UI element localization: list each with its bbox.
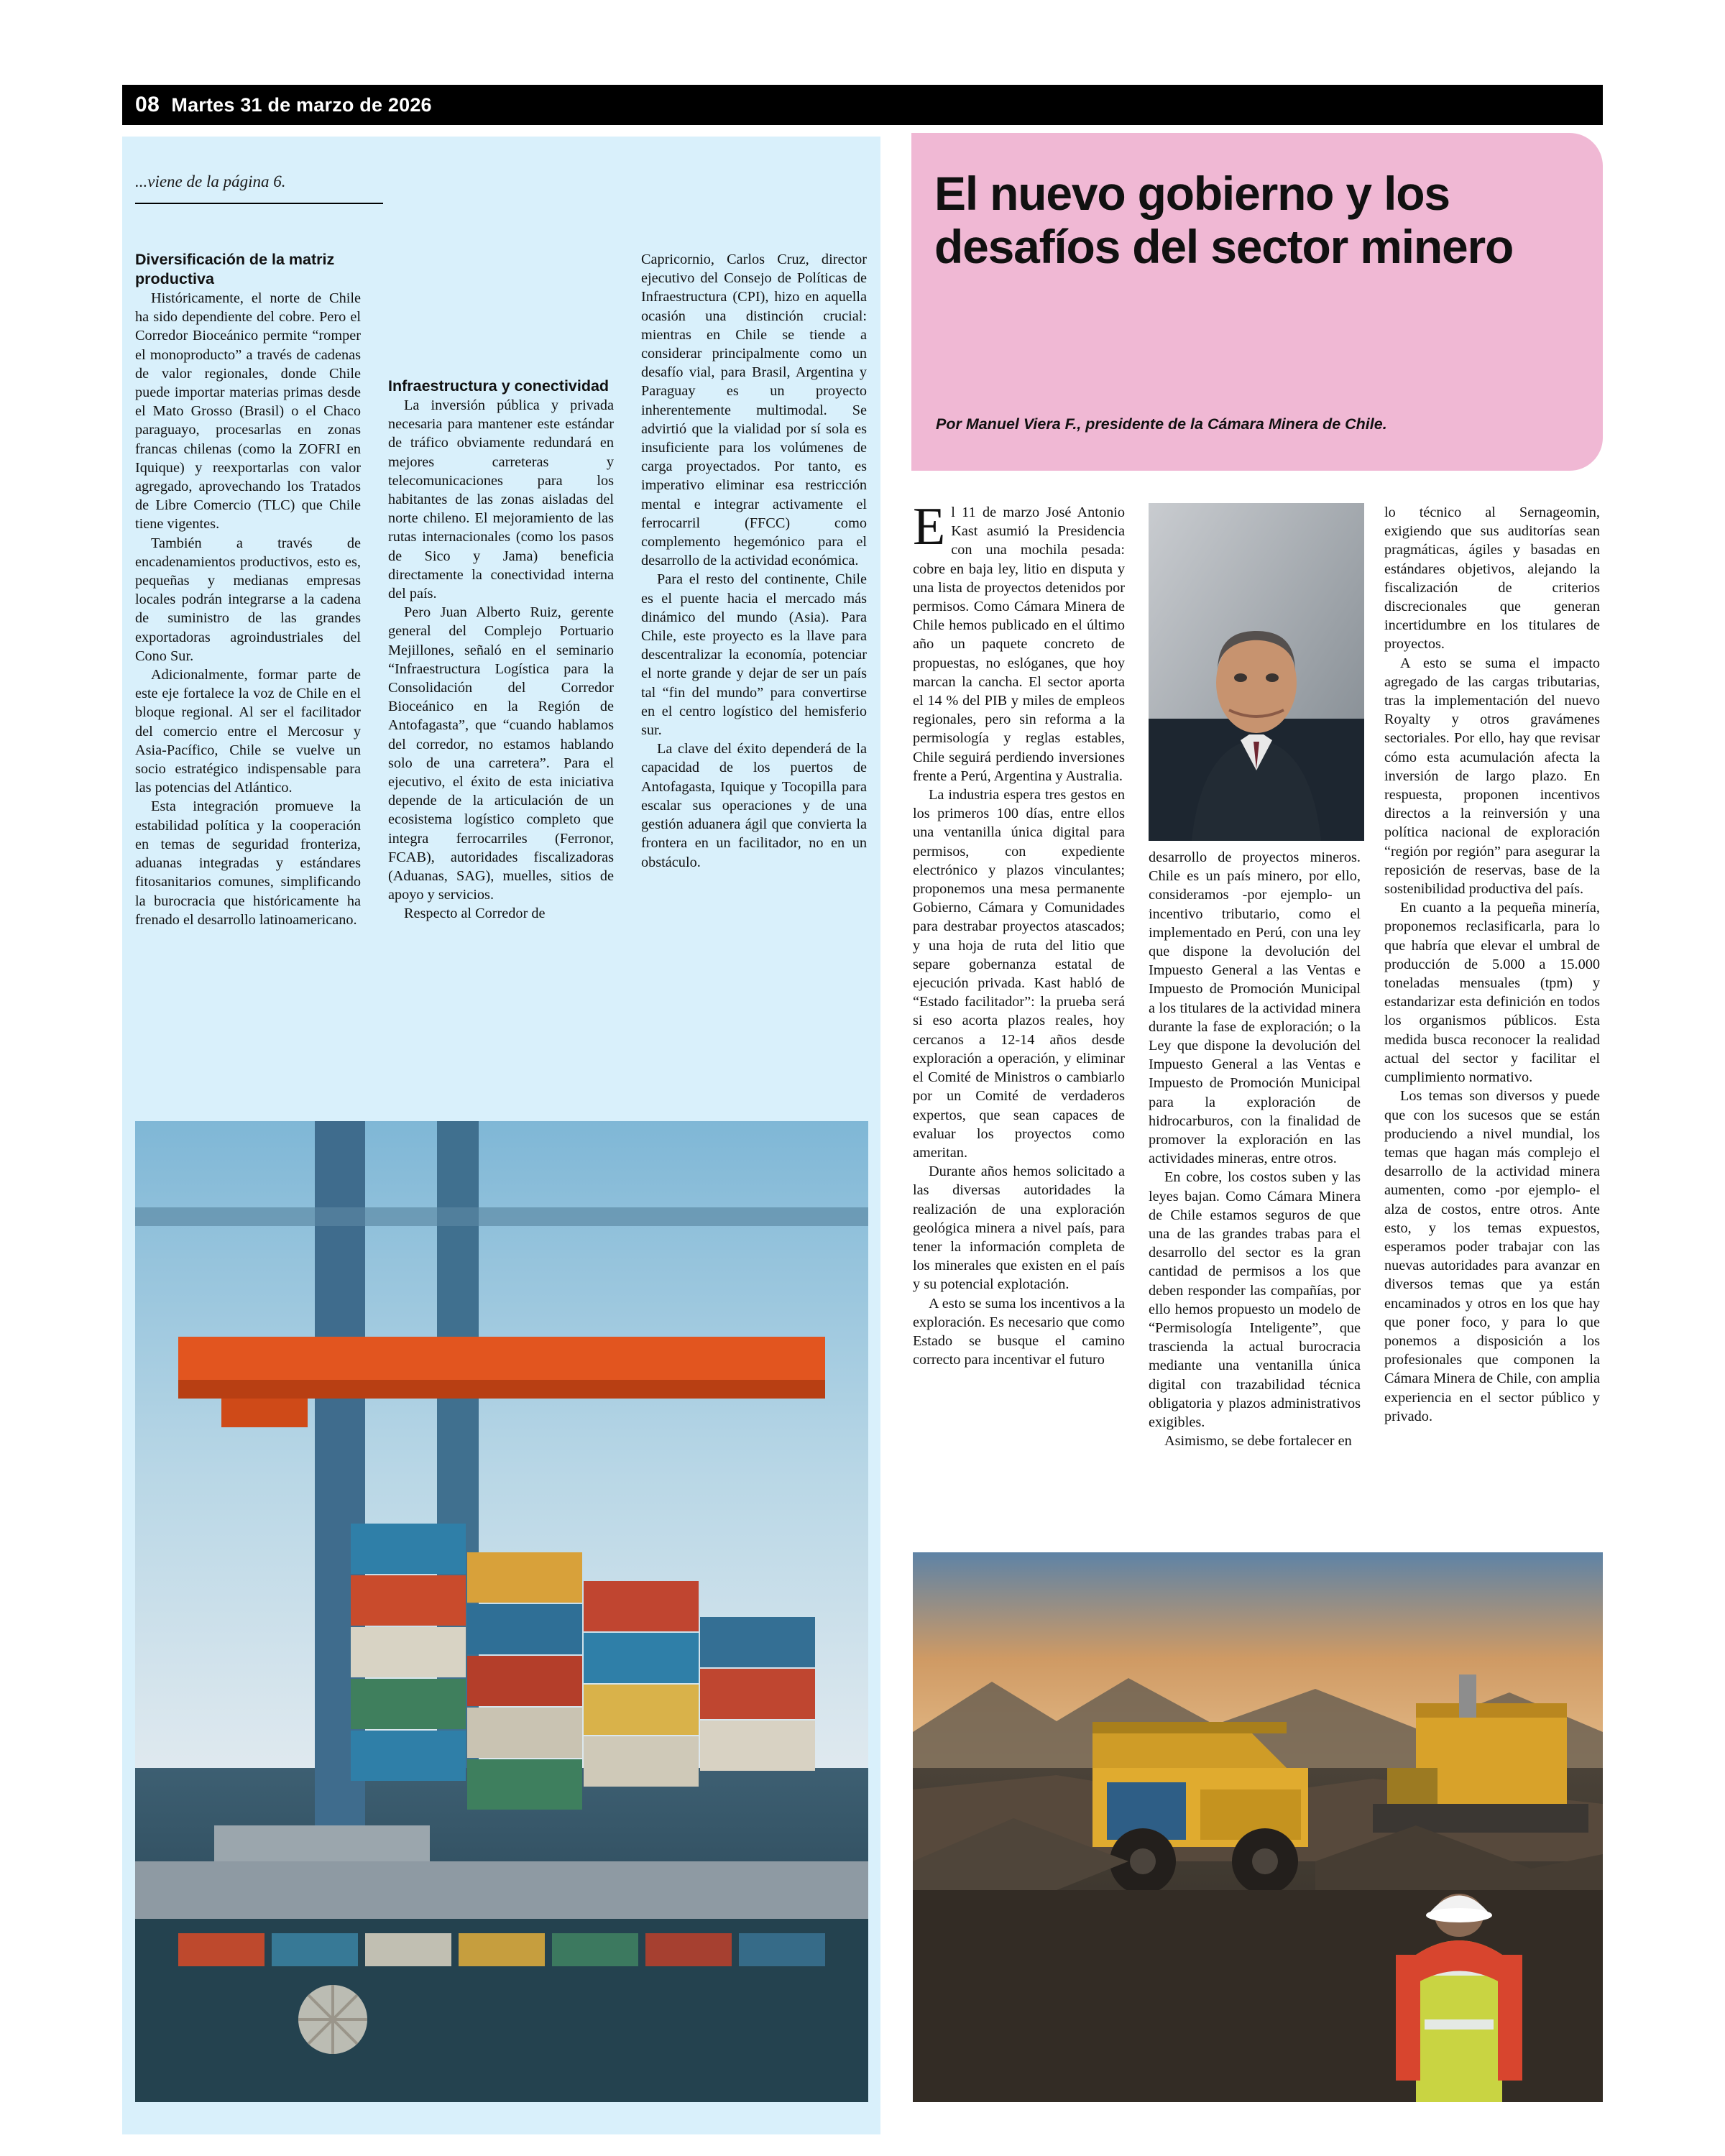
- page-date: Martes 31 de marzo de 2026: [171, 93, 432, 116]
- paragraph: Pero Juan Alberto Ruiz, gerente general del Complejo Portuario Mejillones, señaló en el seminario “Infraestructura Logística para la Consolidación del Corredor Bioceánico en la Región de Antofagasta”, que “cuando hablamos del corredor, no estamos hablando solo de una carretera”. Para el ejecutivo, el éxito de esta iniciativa depende de la articulación de un ecosistema logístico completo que integra ferrocarriles (Ferronor, FCAB), autoridades fiscalizadoras (Aduanas, SAG), muelles, sitios de apoyo y servicios.: [388, 604, 614, 903]
- paragraph: Históricamente, el norte de Chile ha sido dependiente del cobre. Pero el Corredor Bioceánico permite “romper el monoproducto” a través de cadenas de valor regionales, donde Chile puede importar materias primas desde el Mato Grosso (Brasil) o el Chaco paraguayo, procesarlas en zonas francas chilenas (como la ZOFRI en Iquique) y reexportarlas con valor agregado, aprovechando los Tratados de Libre Comercio (TLC) que Chile tiene vigentes.: [135, 290, 361, 533]
- paragraph: Durante años hemos solicitado a las diversas autoridades la realización de una exploración geológica minera a nivel país, para tener la información completa de los minerales que existen en el país y su potencial explotación.: [913, 1164, 1125, 1293]
- paragraph: desarrollo de proyectos mineros. Chile es un país minero, por ello, consideramos -por ejemplo- un incentivo tributario, como el implementado en Perú, con una ley que dispone la devolución del Impuesto General a las Ventas e Impuesto de Promoción Municipal a los titulares de la actividad minera durante la fase de exploración; o la Ley que dispone la devolución del Impuesto General a las Ventas e Impuesto de Promoción Municipal para la exploración de hidrocarburos, con la finalidad de promover la exploración en las actividades mineras, entre otros.: [1149, 849, 1361, 1167]
- page-number: 08: [135, 93, 160, 116]
- paragraph: A esto se suma los incentivos a la exploración. Es necesario que como Estado se busque el camino correcto para incentivar el futuro: [913, 1295, 1125, 1368]
- mining-photo: [913, 1552, 1603, 2102]
- article-headline: El nuevo gobierno y los desafíos del sector minero: [934, 167, 1514, 273]
- port-photo-graphic: [135, 1121, 868, 2102]
- right-column-3: [1384, 503, 1600, 1426]
- continued-from-rule: [135, 203, 383, 204]
- paragraph: La industria espera tres gestos en los primeros 100 días, entre ellos una ventanilla única digital para permisos, con expediente electrónico y plazos vinculantes; proponemos una mesa permanente Gobierno, Cámara y Comunidades para destrabar proyectos atascados; y una hoja de ruta del litio que separe gobernanza estatal de ejecución privada. Kast habló de “Estado facilitador”: la prueba será si eso acorta plazos reales, hoy cercanos a 12-14 años desde exploración a operación, y eliminar el Comité de Ministros o cambiarlo por un Comité de verdaderos expertos, que sean capaces de evaluar los proyectos como ameritan.: [913, 787, 1125, 1161]
- continued-from-label: ...viene de la página 6.: [135, 172, 286, 190]
- left-column-3: [641, 250, 867, 1026]
- article-byline: Por Manuel Viera F., presidente de la Cámara Minera de Chile.: [936, 415, 1387, 433]
- left-column-1: [135, 250, 361, 1026]
- paragraph-with-dropcap: [913, 497, 1125, 786]
- paragraph: La inversión pública y privada necesaria para mantener este estándar de tráfico obviamente redundará en mejores carreteras y telecomunicaciones para los habitantes de las zonas aisladas del norte chileno. El mejoramiento de las rutas internacionales (como los pasos de Sico y Jama) beneficia directamente la conectividad interna del país.: [388, 397, 614, 602]
- paragraph: lo técnico al Sernageomin, exigiendo que sus auditorías sean pragmáticas, ágiles y basadas en estándares objetivos, alejando la fiscalización de criterios discrecionales que generan incertidumbre en los titulares de proyectos.: [1384, 505, 1600, 653]
- paragraph: Para el resto del continente, Chile es el puente hacia el mercado más dinámico del mundo (Asia). Para Chile, este proyecto es la llave para descentralizar la economía, potenciar el norte grande y dejar de ser un país tal “fin del mundo” para convertirse en el centro logístico del hemisferio sur.: [641, 571, 867, 739]
- paragraph: La clave del éxito dependerá de la capacidad de los puertos de Antofagasta, Iquique y Tocopilla para escalar sus operaciones y de una gestión aduanera ágil que convierta la frontera en un facilitador, no en un obstáculo.: [641, 741, 867, 870]
- page-header-bar: [122, 85, 1603, 125]
- port-container-photo: [135, 1121, 868, 2102]
- right-column-1: [913, 497, 1125, 1369]
- drop-cap: E: [913, 497, 946, 556]
- paragraph: Esta integración promueve la estabilidad política y la cooperación en temas de seguridad fronteriza, aduanas integradas y estándares fitosanitarios comunes, simplificando la burocracia que históricamente ha frenado el desarrollo latinoamericano.: [135, 798, 361, 928]
- paragraph: Asimismo, se debe fortalecer en: [1164, 1433, 1352, 1450]
- paragraph: En cobre, los costos suben y las leyes bajan. Como Cámara Minera de Chile estamos seguros de que una de las grandes trabas para el desarrollo del sector es la gran cantidad de permisos a los que deben responder las compañías, por ello hemos propuesto un modelo de “Permisología Inteligente”, que trascienda la actual burocracia mediante una ventanilla única digital con trazabilidad técnica obligatoria y plazos administrativos exigibles.: [1149, 1169, 1361, 1431]
- paragraph: En cuanto a la pequeña minería, proponemos reclasificarla, para lo que habría que elevar el umbral de producción de 5.000 a 15.000 toneladas mensuales (tpm) y estandarizar esta definición en todos los organismos públicos. Esta medida busca reconocer la realidad actual del sector y facilitar el cumplimiento normativo.: [1384, 900, 1600, 1086]
- right-column-2: [1149, 503, 1361, 1451]
- paragraph: Adicionalmente, formar parte de este eje fortalece la voz de Chile en el bloque regional. Al ser el facilitador del comercio entre el Mercosur y Asia-Pacífico, Chile se vuelve un socio estratégico indispensable para las potencias del Atlántico.: [135, 667, 361, 796]
- left-column-2: [388, 250, 614, 1026]
- right-article-columns: [913, 497, 1603, 1552]
- left-article-columns: [135, 250, 867, 1026]
- paragraph: Respecto al Corredor de: [404, 906, 546, 922]
- paragraph: Capricornio, Carlos Cruz, director ejecutivo del Consejo de Políticas de Infraestructura (CPI), hizo en aquella ocasión una distinción crucial: mientras en Chile se tiende a considerar principalmente como un desafío vial, para Brasil, Argentina y Paraguay es un proyecto inherentemente multimodal. Se advirtió que la vialidad por sí sola es insuficiente para los volúmenes de carga proyectados. Por tanto, es imperativo eliminar esa restricción mental e integrar activamente el ferrocarril (FFCC) como complemento hegemónico para el desarrollo de la actividad económica.: [641, 252, 867, 569]
- paragraph: Los temas son diversos y puede que con los sucesos que se están produciendo a nivel mundial, los temas que hagan más complejo el desarrollo de la actividad minera aumenten, como -por ejemplo- el alza de costos, entre otros. Ante esto, y los temas expuestos, esperamos poder trabajar con las nuevas autoridades para avanzar en diversos temas que ya están encaminados y otros en los que hay que poner foco, y para lo que ponemos a disposición a los profesionales que componen la Cámara Minera de Chile, con amplia experiencia en el sector público y privado.: [1384, 1088, 1600, 1424]
- subhead-diversificacion: Diversificación de la matriz productiva: [135, 251, 335, 287]
- mining-photo-graphic: [913, 1552, 1603, 2102]
- subhead-infraestructura: Infraestructura y conectividad: [388, 377, 610, 395]
- portrait-spacer: [1149, 503, 1361, 848]
- paragraph: También a través de encadenamientos productivos, esto es, pequeñas y medianas empresas locales podrán integrarse a la cadena de suministro de las grandes exportadoras agroindustriales del Cono Sur.: [135, 535, 361, 664]
- paragraph-text: l 11 de marzo José Antonio Kast asumió la Presidencia con una mochila pesada: cobre en baja ley, litio en disputa y una lista de proyectos detenidos por permisos. Como Cámara Minera de Chile hemos publicado en el último año un paquete concreto de propuestas, no eslóganes, que hoy marcan la cancha. El sector aporta el 14 % del PIB y miles de empleos regionales, pero sin reforma a la permisología y reglas estables, Chile seguirá perdiendo inversiones frente a Perú, Argentina y Australia.: [913, 505, 1125, 784]
- paragraph: A esto se suma el impacto agregado de las cargas tributarias, tras la implementación del nuevo Royalty y otros gravámenes sectoriales. Por ello, hay que revisar cómo esta acumulación afecta la inversión de largo plazo. En respuesta, proponen incentivos directos a la reinversión y una política nacional de exploración “región por región” para asegurar la reposición de reservas, base de la sostenibilidad productiva del país.: [1384, 655, 1600, 898]
